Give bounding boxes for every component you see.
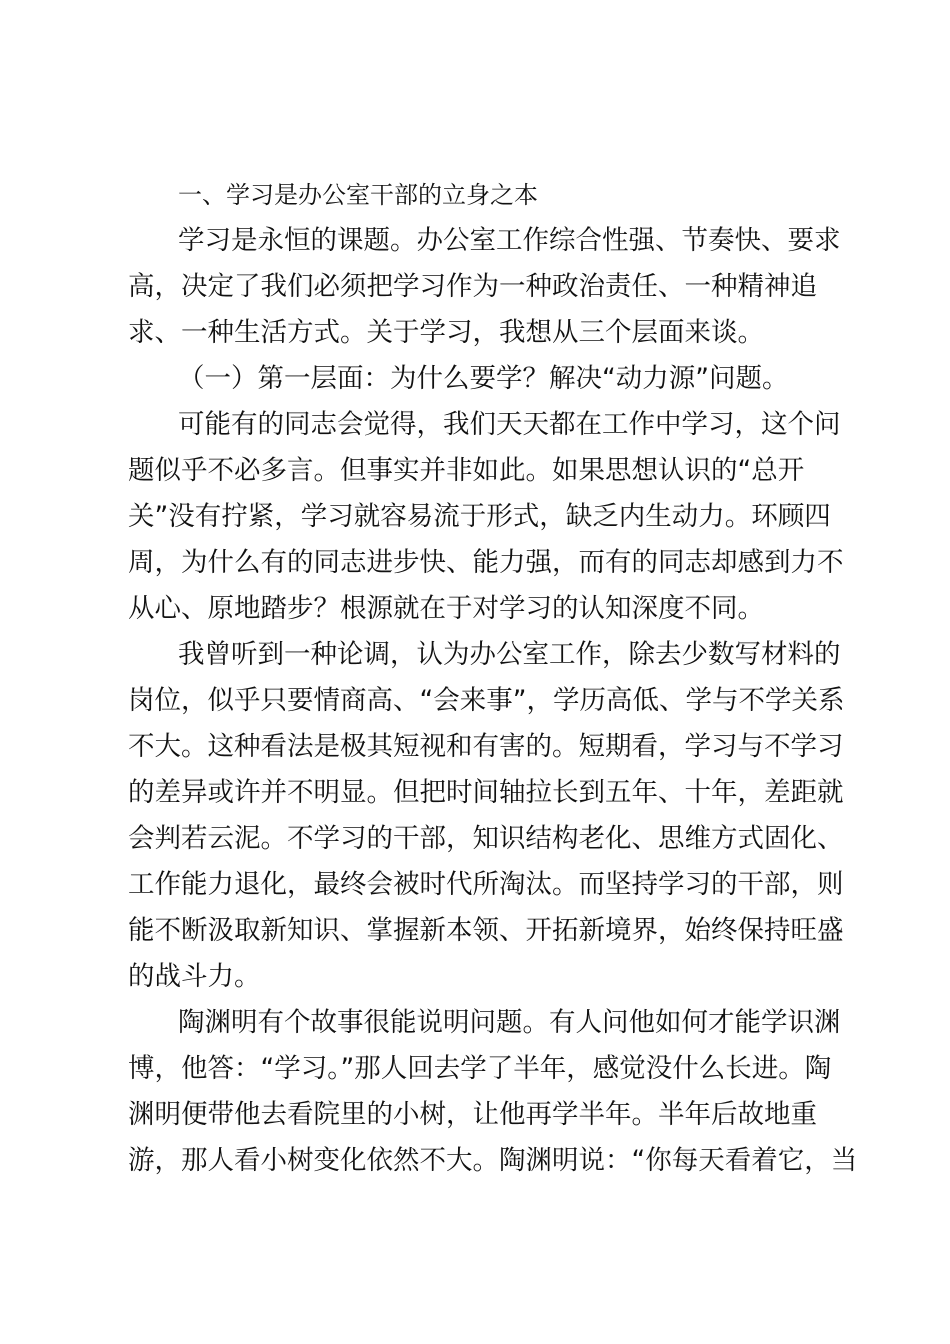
section-heading: 一、学习是办公室干部的立身之本	[178, 181, 538, 209]
text-line: 陶渊明有个故事很能说明问题。有人问他如何才能学识渊	[178, 1007, 841, 1038]
text-line: 博，他答：“学习。”那人回去学了半年，感觉没什么长进。陶	[128, 1053, 832, 1084]
document-body	[128, 172, 858, 1184]
text-line: 能不断汲取新知识、掌握新本领、开拓新境界，始终保持旺盛	[128, 915, 844, 946]
text-line: 求、一种生活方式。关于学习，我想从三个层面来谈。	[128, 317, 764, 348]
subsection-heading: （一）第一层面：为什么要学？解决“动力源”问题。	[178, 363, 789, 394]
text-line: 从心、原地踏步？根源就在于对学习的认知深度不同。	[128, 593, 764, 624]
text-line: 工作能力退化，最终会被时代所淘汰。而坚持学习的干部，则	[128, 869, 844, 900]
text-line: 高，决定了我们必须把学习作为一种政治责任、一种精神追	[128, 271, 817, 302]
text-line: 会判若云泥。不学习的干部，知识结构老化、思维方式固化、	[128, 823, 844, 854]
text-line: 可能有的同志会觉得，我们天天都在工作中学习，这个问	[178, 409, 841, 440]
text-line: 关”没有拧紧，学习就容易流于形式，缺乏内生动力。环顾四	[128, 501, 831, 532]
text-line: 的差异或许并不明显。但把时间轴拉长到五年、十年，差距就	[128, 777, 844, 808]
text-line: 题似乎不必多言。但事实并非如此。如果思想认识的“总开	[128, 455, 805, 486]
text-line: 岗位，似乎只要情商高、“会来事”，学历高低、学与不学关系	[128, 685, 845, 716]
text-line: 学习是永恒的课题。办公室工作综合性强、节奏快、要求	[178, 225, 841, 256]
text-line: 不大。这种看法是极其短视和有害的。短期看，学习与不学习	[128, 731, 844, 762]
text-line: 游，那人看小树变化依然不大。陶渊明说：“你每天看着它，当	[128, 1145, 858, 1176]
text-line: 渊明便带他去看院里的小树，让他再学半年。半年后故地重	[128, 1099, 817, 1130]
text-line: 我曾听到一种论调，认为办公室工作，除去少数写材料的	[178, 639, 841, 670]
text-line: 周，为什么有的同志进步快、能力强，而有的同志却感到力不	[128, 547, 844, 578]
text-line: 的战斗力。	[128, 961, 261, 992]
